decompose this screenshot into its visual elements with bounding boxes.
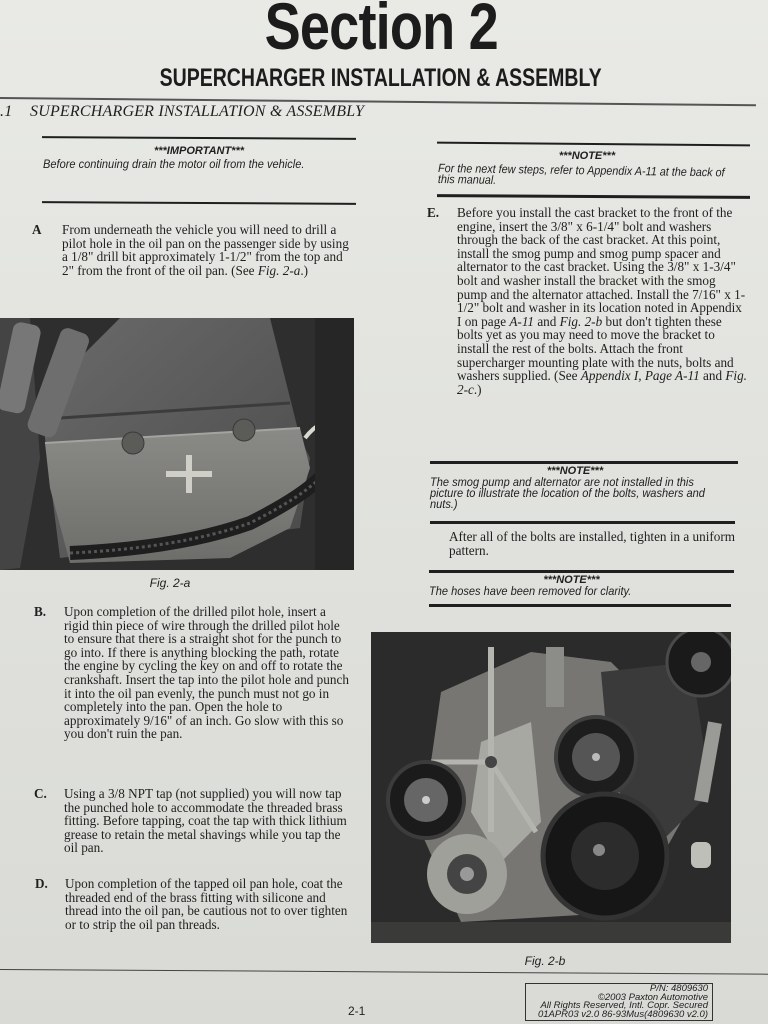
note-1-title: ***NOTE*** (558, 150, 616, 162)
figure-2b-caption: Fig. 2-b (524, 954, 566, 968)
note-2-top-rule (430, 461, 738, 464)
note-3-bottom-rule (429, 604, 731, 607)
important-note-bottom-rule (42, 201, 356, 205)
engine-front-photo-illustration (371, 632, 731, 943)
footer-divider (0, 969, 768, 975)
step-text: Upon completion of the tapped oil pan hole, coat the threaded end of the brass fitting with silicone and thread into the oil pan, be cautious not to over tighten or to strip the oil pan threads. (65, 876, 348, 932)
important-note-top-rule (42, 136, 356, 140)
step-text: From underneath the vehicle you will need to drill a pilot hole in the oil pan on the passenger side by using a 1/8" drill bit approximately 1-1/2" from the top and 2" from the front of the oil pan. (See Fig. 2-a.) (62, 222, 349, 278)
important-note-text: Before continuing drain the motor oil from the vehicle. (43, 157, 305, 171)
step-letter: B. (34, 604, 47, 619)
note-1-top-rule (437, 142, 750, 147)
step-letter: A (32, 222, 42, 237)
step-text: Upon completion of the drilled pilot hole, insert a rigid thin piece of wire through the drilled pilot hole to ensure that there is a straight shot for the punch to go into. If there is anything blocking the path, rotate the engine by cycling the key on and off to rotate the crankshaft. Insert the tap into the pilot hole and punch it into the oil pan evenly, the punch must not go in completely into the pan. Open the hole to approximately 9/16" of an inch. Go slow with this so you don't ruin the pan. (64, 604, 349, 742)
note-1-text: For the next few steps, refer to Appendix A-11 at the back of this manual. (437, 161, 725, 187)
section-subtitle: SUPERCHARGER INSTALLATION & ASSEMBLY (159, 64, 602, 92)
step-letter: D. (35, 876, 48, 891)
figure-2a-photo (0, 318, 354, 570)
section-title: Section 2 (264, 0, 498, 63)
copyright-box (525, 983, 713, 1021)
note-1-bottom-rule (437, 194, 750, 199)
subsection-number: .1 (0, 103, 13, 120)
rights-line: All Rights Reserved, Intl. Copr. Secured (540, 1000, 708, 1012)
copyright-line: ©2003 Paxton Automotive (597, 991, 708, 1003)
page-number: 2-1 (348, 1004, 366, 1018)
oil-pan-photo-illustration (0, 318, 354, 570)
note-3-text: The hoses have been removed for clarity. (429, 584, 632, 598)
tighten-instruction-text: After all of the bolts are installed, tighten in a uniform pattern. (449, 529, 736, 558)
note-3-title: ***NOTE*** (543, 574, 600, 586)
step-letter: E. (427, 205, 440, 220)
note-2-title: ***NOTE*** (546, 465, 604, 477)
note-3-top-rule (429, 570, 734, 573)
version-line: 01APR03 v2.0 86-93Mus(4809630 v2.0) (537, 1008, 708, 1020)
subsection-title: SUPERCHARGER INSTALLATION & ASSEMBLY (30, 103, 365, 120)
subsection-heading (0, 103, 364, 121)
note-2-text: The smog pump and alternator are not installed in this picture to illustrate the location of the bolts, washers and nuts.) (430, 475, 705, 511)
step-text: Before you install the cast bracket to the front of the engine, insert the 3/8" x 6-1/4" bolt and washers through the back of the cast bracket. At this point, install the smog pump and smog pump spacer and alternator to the cast bracket. Using the 3/8" x 1-3/4" bolt and washer install the bracket with the smog pump and the alternator attached. Install the 7/16" x 1-1/2" bolt and washer in its location noted in Appendix I on page A-11 and Fig. 2-b but don't tighten these bolts yet as you may need to move the bracket to install the rest of the bolts. Attach the front supercharger mounting plate with the nuts, bolts and washers supplied. (See Appendix I, Page A-11 and Fig. 2-c.) (457, 205, 747, 397)
figure-2a-caption: Fig. 2-a (149, 576, 191, 590)
note-2-bottom-rule (430, 521, 735, 524)
figure-2b-photo (371, 632, 731, 943)
step-letter: C. (34, 786, 47, 801)
important-note-title: ***IMPORTANT*** (153, 145, 245, 157)
step-text: Using a 3/8 NPT tap (not supplied) you will now tap the punched hole to accommodate the threaded brass fitting. Before tapping, coat the tap with thick lithium grease to retain the metal shavings while you tap the oil pan. (64, 786, 347, 856)
part-number: P/N: 4809630 (649, 983, 708, 994)
